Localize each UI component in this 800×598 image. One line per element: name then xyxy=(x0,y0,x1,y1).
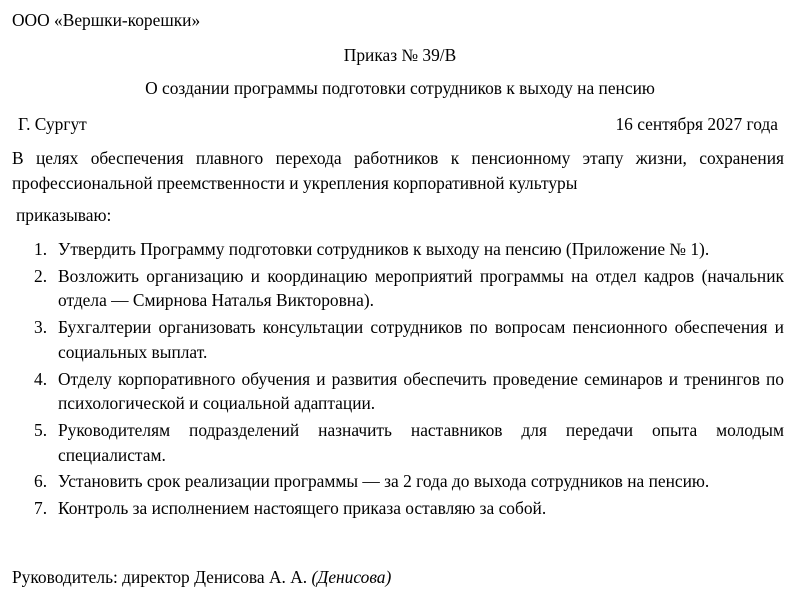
preamble-paragraph: В целях обеспечения плавного перехода работников к пенсионному этапу жизни, сохранения профессиональной преемственности и укрепления корпоративной культуры xyxy=(12,148,784,193)
order-title: Приказ № 39/В xyxy=(343,45,457,65)
signed-name: (Денисова) xyxy=(311,567,392,587)
signature-line xyxy=(12,565,391,590)
item-text: Возложить организацию и координацию мероприятий программы на отдел кадров (начальник отдела — Смирнова Наталья Викторовна). xyxy=(58,265,784,311)
item-text: Установить срок реализации программы — за 2 года до выхода сотрудников на пенсию. xyxy=(58,471,710,492)
item-text: Утвердить Программу подготовки сотрудников к выходу на пенсию (Приложение № 1). xyxy=(58,239,710,259)
item-number: 5. xyxy=(34,419,48,440)
item-text: Контроль за исполнением настоящего приказа оставляю за собой. xyxy=(58,498,547,519)
item-text: Бухгалтерии организовать консультации сотрудников по вопросам пенсионного обеспечения и социальных выплат. xyxy=(58,317,784,362)
order-subject: О создании программы подготовки сотрудников к выходу на пенсию xyxy=(145,78,655,98)
list-item xyxy=(12,264,784,313)
list-item xyxy=(12,469,784,494)
list-item xyxy=(12,315,784,364)
list-item xyxy=(12,418,784,467)
item-number: 1. xyxy=(34,239,48,259)
order-date: 16 сентября 2027 года xyxy=(615,114,778,134)
item-number: 2. xyxy=(34,265,48,286)
organization-name: ООО «Вершки-корешки» xyxy=(12,10,201,30)
place-date-line xyxy=(18,112,778,137)
order-items-list xyxy=(12,237,784,523)
list-item xyxy=(12,496,784,521)
list-item xyxy=(12,237,784,262)
item-text: Отделу корпоративного обучения и развития обеспечить проведение семинаров и тренингов по психологической и социальной адаптации. xyxy=(58,368,784,414)
order-word: приказываю: xyxy=(16,205,112,225)
item-number: 7. xyxy=(34,498,48,519)
city: Г. Сургут xyxy=(18,114,87,134)
item-number: 3. xyxy=(34,317,48,338)
signature-label: Руководитель: директор Денисова А. А. xyxy=(12,567,308,587)
item-number: 4. xyxy=(34,368,48,389)
item-number: 6. xyxy=(34,471,48,492)
item-text: Руководителям подразделений назначить наставников для передачи опыта молодым специалистам. xyxy=(58,419,784,465)
list-item xyxy=(12,367,784,416)
